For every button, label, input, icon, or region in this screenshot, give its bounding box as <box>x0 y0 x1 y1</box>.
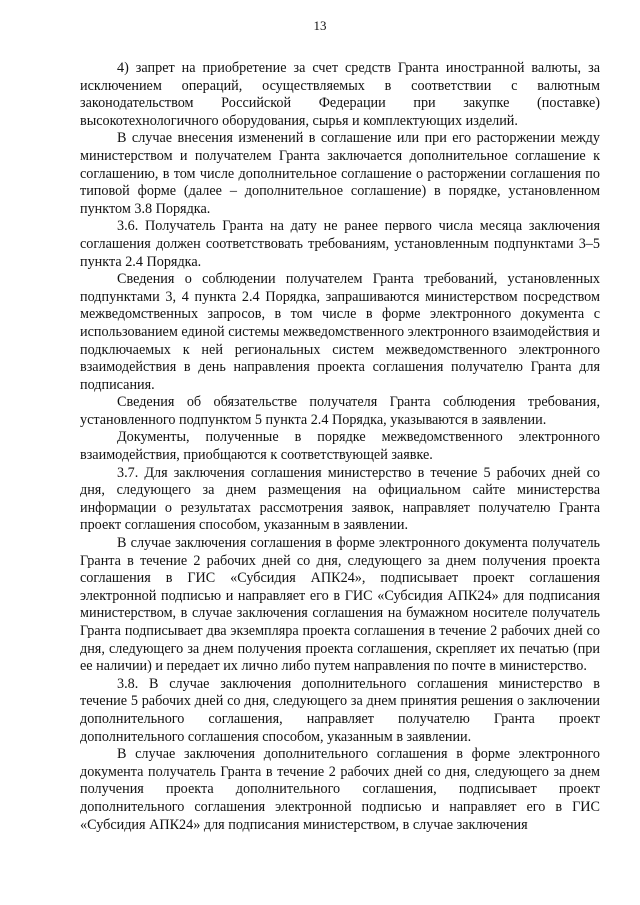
paragraph-interagency-requests: Сведения о соблюдении получателем Гранта требований, установленных подпунктами 3, 4 пункта 2.4 Порядка, запрашиваются министерством посредством межведомственных запросов, в том числе в форме электронного документа с использованием единой системы межведомственного электронного взаимодействия и подключаемых к ней региональных систем межведомственного электронного взаимодействия в день направления проекта соглашения получателю Гранта для подписания. <box>80 271 600 393</box>
paragraph-3-7: 3.7. Для заключения соглашения министерство в течение 5 рабочих дней со дня, следующего за днем размещения на официальном сайте министерства информации о результатах рассмотрения заявок, направляет получателю Гранта проект соглашения способом, указанным в заявлении. <box>80 464 600 534</box>
document-body <box>80 60 600 834</box>
paragraph-obligation-info: Сведения об обязательстве получателя Гранта соблюдения требования, установленного подпунктом 5 пункта 2.4 Порядка, указываются в заявлении. <box>80 394 600 428</box>
paragraph-additional-electronic: В случае заключения дополнительного соглашения в форме электронного документа получатель Гранта в течение 2 рабочих дней со дня, следующего за днем получения проекта дополнительного соглашения, подписывает проект дополнительного соглашения электронной подписью и направляет его в ГИС «Субсидия АПК24» для подписания министерством, в случае заключения <box>80 746 600 833</box>
paragraph-documents-attached: Документы, полученные в порядке межведомственного электронного взаимодействия, приобщаются к соответствующей заявке. <box>80 429 600 464</box>
paragraph-3-8: 3.8. В случае заключения дополнительного соглашения министерство в течение 5 рабочих дней со дня, следующего за днем принятия решения о заключении дополнительного соглашения, направляет получателю Гранта проект дополнительного соглашения способом, указанным в заявлении. <box>80 675 600 745</box>
paragraph-electronic-signing: В случае заключения соглашения в форме электронного документа получатель Гранта в течение 2 рабочих дней со дня, следующего за днем получения проекта соглашения в ГИС «Субсидия АПК24», подписывает проект соглашения электронной подписью и направляет его в ГИС «Субсидия АПК24» для подписания министерством, в случае заключения соглашения на бумажном носителе получатель Гранта подписывает два экземпляра проекта соглашения в течение 2 рабочих дней со дня, следующего за днем получения проекта соглашения, скрепляет их печатью (при ее наличии) и передает их лично либо путем направления по почте в министерство. <box>80 535 600 675</box>
paragraph-additional-agreement: В случае внесения изменений в соглашение или при его расторжении между министерством и получателем Гранта заключается дополнительное соглашение к соглашению, в том числе дополнительное соглашение о расторжении соглашения по типовой форме (далее – дополнительное соглашение) в порядке, установленном пунктом 3.8 Порядка. <box>80 130 600 217</box>
page-number: 13 <box>313 18 327 33</box>
paragraph-currency-restriction: 4) запрет на приобретение за счет средств Гранта иностранной валюты, за исключением операций, осуществляемых в соответствии с валютным законодательством Российской Федерации при закупке (поставке) высокотехнологичного оборудования, сырья и комплектующих изделий. <box>80 60 600 129</box>
paragraph-3-6: 3.6. Получатель Гранта на дату не ранее первого числа месяца заключения соглашения должен соответствовать требованиям, установленным подпунктами 3–5 пункта 2.4 Порядка. <box>80 218 600 270</box>
